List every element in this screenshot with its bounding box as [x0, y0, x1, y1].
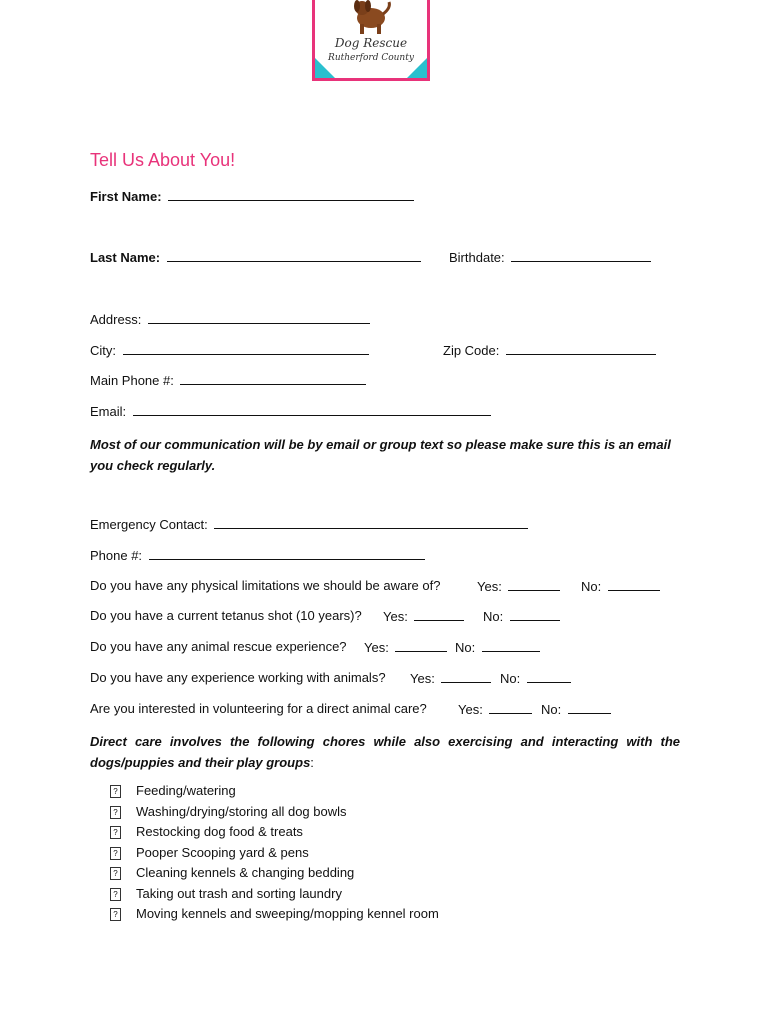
no-label: No:: [455, 640, 476, 655]
question-text: Do you have any experience working with animals?: [90, 670, 386, 685]
main-phone-label: Main Phone #:: [90, 373, 174, 388]
last-name-row: [90, 249, 421, 266]
emergency-contact-field[interactable]: [214, 516, 528, 529]
first-name-row: [90, 188, 414, 205]
question-text: Do you have any animal rescue experience?: [90, 639, 347, 654]
address-label: Address:: [90, 312, 142, 327]
yes-label: Yes:: [364, 640, 389, 655]
emergency-contact-row: [90, 516, 528, 533]
birthdate-field[interactable]: [511, 249, 651, 262]
chores-list: [110, 781, 439, 925]
question-text: Are you interested in volunteering for a direct animal care?: [90, 701, 427, 716]
main-phone-row: [90, 372, 366, 389]
logo-line-1: Dog Rescue: [334, 36, 408, 50]
bullet-icon: ?: [110, 888, 121, 901]
question-2-yes: [383, 608, 464, 625]
list-item: [110, 884, 439, 905]
first-name-label: First Name:: [90, 189, 162, 204]
question-direct-care: [90, 701, 427, 717]
no-field[interactable]: [527, 670, 571, 683]
no-field[interactable]: [568, 701, 611, 714]
list-item: [110, 843, 439, 864]
logo-corner-left: [315, 58, 335, 78]
last-name-field[interactable]: [167, 249, 421, 262]
list-item: [110, 781, 439, 802]
phone-label: Phone #:: [90, 548, 143, 563]
yes-field[interactable]: [508, 578, 560, 591]
bullet-icon: ?: [110, 908, 121, 921]
chore-label: Washing/drying/storing all dog bowls: [136, 803, 347, 819]
chore-label: Feeding/watering: [136, 783, 236, 798]
question-3-yes: [364, 639, 447, 656]
no-label: No:: [541, 702, 562, 717]
no-field[interactable]: [510, 608, 560, 621]
list-item: [110, 863, 439, 884]
bullet-icon: ?: [110, 867, 121, 880]
question-1-no: [581, 578, 660, 595]
list-item: [110, 822, 439, 843]
last-name-label: Last Name:: [90, 250, 161, 265]
yes-field[interactable]: [414, 608, 464, 621]
address-field[interactable]: [148, 311, 370, 324]
zip-label: Zip Code:: [443, 343, 500, 358]
no-label: No:: [500, 671, 521, 686]
question-4-no: [500, 670, 571, 687]
question-5-no: [541, 701, 611, 718]
no-label: No:: [581, 579, 602, 594]
zip-field[interactable]: [506, 342, 656, 355]
city-row: [90, 342, 369, 359]
chore-label: Taking out trash and sorting laundry: [136, 885, 342, 901]
dog-illustration: [315, 0, 427, 40]
bullet-icon: ?: [110, 826, 121, 839]
birthdate-label: Birthdate:: [449, 250, 505, 265]
direct-care-colon: :: [310, 755, 314, 770]
question-4-yes: [410, 670, 491, 687]
bullet-icon: ?: [110, 806, 121, 819]
list-item: [110, 802, 439, 823]
first-name-field[interactable]: [168, 188, 414, 201]
bullet-icon: ?: [110, 785, 121, 798]
chore-label: Moving kennels and sweeping/mopping kennel room: [136, 906, 439, 921]
logo: [312, 0, 430, 81]
birthdate-row: [449, 249, 651, 266]
address-row: [90, 311, 370, 328]
no-field[interactable]: [608, 578, 660, 591]
bullet-icon: ?: [110, 847, 121, 860]
phone-field[interactable]: [149, 547, 425, 560]
chore-label: Cleaning kennels & changing bedding: [136, 865, 355, 880]
yes-label: Yes:: [458, 702, 483, 717]
question-text: Do you have any physical limitations we should be aware of?: [90, 578, 441, 593]
direct-care-description: [90, 731, 680, 773]
email-label: Email:: [90, 404, 127, 419]
city-field[interactable]: [123, 342, 369, 355]
question-5-yes: [458, 701, 532, 718]
question-3-no: [455, 639, 540, 656]
yes-field[interactable]: [441, 670, 491, 683]
question-rescue-experience: [90, 639, 347, 655]
question-1-yes: [477, 578, 560, 595]
question-animal-experience: [90, 670, 386, 686]
emergency-contact-label: Emergency Contact:: [90, 517, 208, 532]
question-text: Do you have a current tetanus shot (10 years)?: [90, 608, 362, 623]
question-tetanus: [90, 608, 362, 624]
email-row: [90, 403, 491, 420]
yes-field[interactable]: [489, 701, 532, 714]
email-note: Most of our communication will be by email or group text so please make sure this is an email you check regularly.: [90, 437, 671, 473]
city-label: City:: [90, 343, 116, 358]
list-item: [110, 904, 439, 925]
no-label: No:: [483, 609, 504, 624]
main-phone-field[interactable]: [180, 372, 366, 385]
yes-label: Yes:: [410, 671, 435, 686]
chore-label: Pooper Scooping yard & pens: [136, 844, 309, 860]
yes-label: Yes:: [477, 579, 502, 594]
email-field[interactable]: [133, 403, 491, 416]
phone-row: [90, 547, 425, 564]
logo-line-2: Rutherford County: [328, 53, 414, 63]
chore-label: Restocking dog food & treats: [136, 824, 303, 839]
question-2-no: [483, 608, 560, 625]
logo-corner-right: [407, 58, 427, 78]
direct-care-text: Direct care involves the following chores while also exercising and interacting with the dogs/puppies and their play groups: [90, 734, 680, 770]
page-title: Tell Us About You!: [90, 150, 236, 170]
no-field[interactable]: [482, 639, 540, 652]
yes-field[interactable]: [395, 639, 447, 652]
question-physical-limitations: [90, 578, 440, 594]
yes-label: Yes:: [383, 609, 408, 624]
zip-row: [443, 342, 656, 359]
